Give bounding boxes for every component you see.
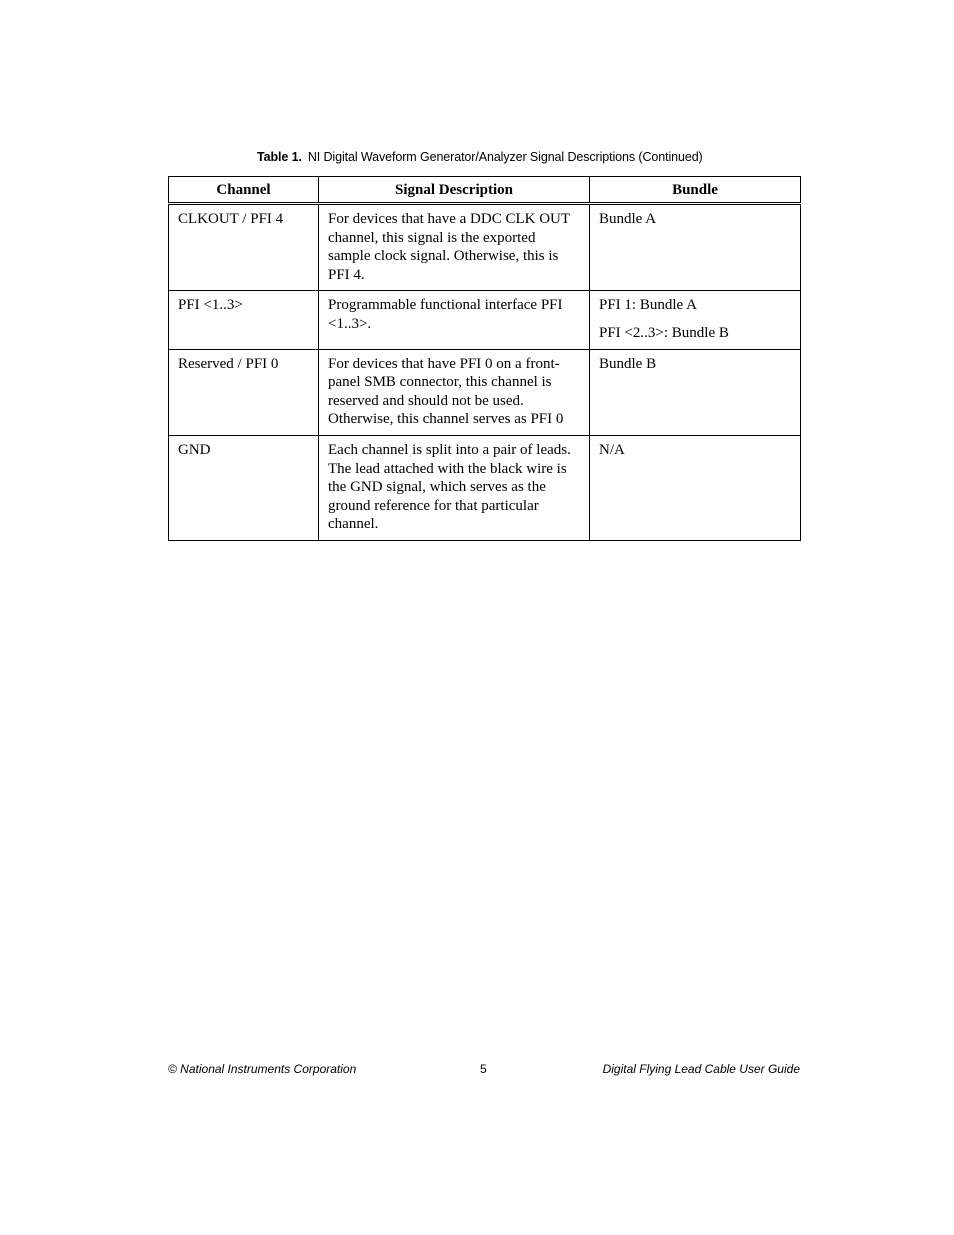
description-cell: Programmable functional interface PFI <1..3>. <box>319 291 590 349</box>
table-row <box>169 349 801 435</box>
description-cell: For devices that have a DDC CLK OUT channel, this signal is the exported sample clock signal. Otherwise, this is PFI 4. <box>319 204 590 291</box>
bundle-cell <box>590 204 801 291</box>
footer-document-title: Digital Flying Lead Cable User Guide <box>602 1062 800 1076</box>
table-row <box>169 435 801 540</box>
table-caption-text: NI Digital Waveform Generator/Analyzer Signal Descriptions (Continued) <box>307 150 703 164</box>
bundle-cell <box>590 291 801 349</box>
channel-cell: PFI <1..3> <box>169 291 319 349</box>
table-row <box>169 204 801 291</box>
footer-page-number: 5 <box>480 1062 487 1076</box>
column-header-channel: Channel <box>169 177 319 204</box>
column-header-signal-description: Signal Description <box>319 177 590 204</box>
channel-cell: CLKOUT / PFI 4 <box>169 204 319 291</box>
bundle-entry: Bundle B <box>599 355 657 372</box>
bundle-entry: N/A <box>599 441 625 458</box>
signal-descriptions-table <box>168 176 801 541</box>
description-cell: Each channel is split into a pair of leads. The lead attached with the black wire is the GND signal, which serves as the ground reference for that particular channel. <box>319 435 590 540</box>
table-caption <box>257 150 703 164</box>
bundle-entry: PFI <2..3>: Bundle B <box>599 324 729 341</box>
bundle-cell <box>590 435 801 540</box>
description-cell: For devices that have PFI 0 on a front-panel SMB connector, this channel is reserved and should not be used. Otherwise, this channel serves as PFI 0 <box>319 349 590 435</box>
bundle-entry: Bundle A <box>599 211 657 227</box>
table-row <box>169 291 801 349</box>
column-header-bundle: Bundle <box>590 177 801 204</box>
table-caption-label: Table 1. <box>257 150 302 164</box>
bundle-cell <box>590 349 801 435</box>
bundle-entry: PFI 1: Bundle A <box>599 297 697 314</box>
channel-cell: GND <box>169 435 319 540</box>
channel-cell: Reserved / PFI 0 <box>169 349 319 435</box>
table-header-row <box>169 177 801 204</box>
footer-copyright: © National Instruments Corporation <box>168 1062 357 1076</box>
